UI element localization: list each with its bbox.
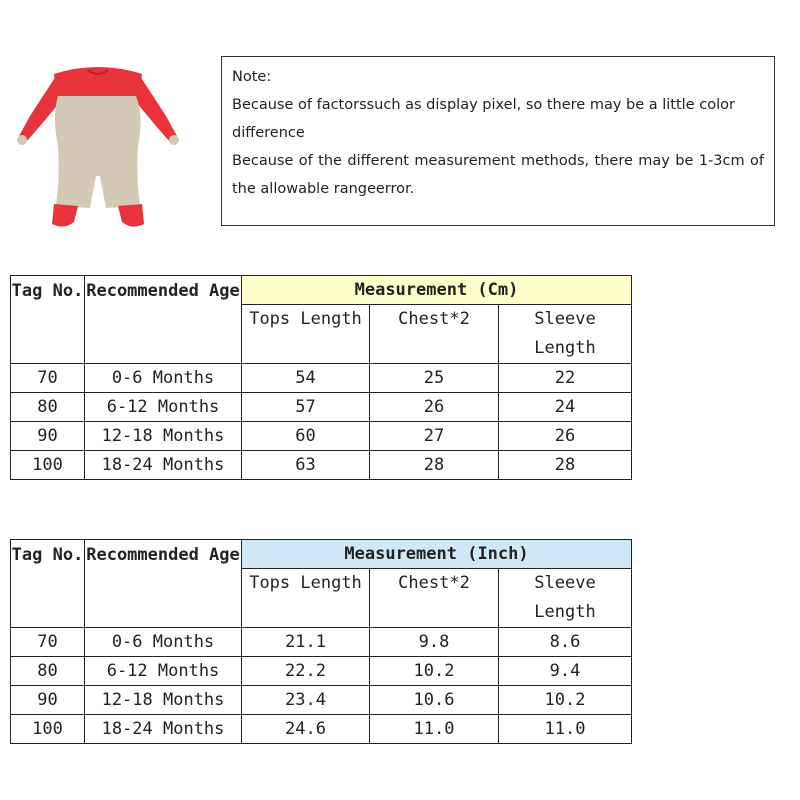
tag-cell: 90 <box>11 422 85 451</box>
table-row <box>11 393 632 422</box>
chest-cell: 10.2 <box>370 657 499 686</box>
tag-cell: 90 <box>11 686 85 715</box>
tops-cell: 54 <box>242 364 370 393</box>
chest-cell: 11.0 <box>370 715 499 744</box>
age-cell: 0-6 Months <box>85 628 242 657</box>
age-cell: 18-24 Months <box>85 451 242 480</box>
table-row <box>11 364 632 393</box>
sleeve-cell: 28 <box>499 451 632 480</box>
note-title: Note: <box>232 69 272 85</box>
sleeve-cell: 22 <box>499 364 632 393</box>
chest-cell: 26 <box>370 393 499 422</box>
col-sleeve-length: Sleeve Length <box>499 305 632 364</box>
sleeve-cell: 9.4 <box>499 657 632 686</box>
note-line-2: Because of the different measurement methods, there may be 1-3cm of the allowable rangeerror. <box>232 153 764 197</box>
tag-cell: 70 <box>11 364 85 393</box>
tops-cell: 22.2 <box>242 657 370 686</box>
chest-cell: 27 <box>370 422 499 451</box>
col-sleeve-length: Sleeve Length <box>499 569 632 628</box>
tag-cell: 70 <box>11 628 85 657</box>
tops-cell: 24.6 <box>242 715 370 744</box>
romper-illustration <box>17 67 179 227</box>
note-box <box>221 56 775 226</box>
age-cell: 6-12 Months <box>85 657 242 686</box>
age-cell: 18-24 Months <box>85 715 242 744</box>
age-cell: 6-12 Months <box>85 393 242 422</box>
sleeve-cell: 24 <box>499 393 632 422</box>
tops-cell: 21.1 <box>242 628 370 657</box>
sleeve-cell: 10.2 <box>499 686 632 715</box>
table-row <box>11 628 632 657</box>
romper-product-image <box>8 56 188 231</box>
table-row <box>11 715 632 744</box>
age-cell: 12-18 Months <box>85 686 242 715</box>
age-header: Recommended Age <box>85 540 242 628</box>
tops-cell: 23.4 <box>242 686 370 715</box>
chest-cell: 25 <box>370 364 499 393</box>
col-chest: Chest*2 <box>370 569 499 628</box>
sleeve-cell: 26 <box>499 422 632 451</box>
col-tops-length: Tops Length <box>242 305 370 364</box>
measurement-header: Measurement (Inch) <box>242 540 632 569</box>
note-line-1: Because of factorssuch as display pixel, so there may be a little color difference <box>232 97 735 141</box>
tag-cell: 100 <box>11 451 85 480</box>
tops-cell: 63 <box>242 451 370 480</box>
chest-cell: 9.8 <box>370 628 499 657</box>
size-table-cm <box>10 275 632 480</box>
table-row <box>11 686 632 715</box>
chest-cell: 28 <box>370 451 499 480</box>
age-header: Recommended Age <box>85 276 242 364</box>
size-table-inch <box>10 539 632 744</box>
tag-header: Tag No. <box>11 276 85 364</box>
tag-cell: 80 <box>11 393 85 422</box>
col-tops-length: Tops Length <box>242 569 370 628</box>
age-cell: 12-18 Months <box>85 422 242 451</box>
tag-cell: 80 <box>11 657 85 686</box>
chest-cell: 10.6 <box>370 686 499 715</box>
col-chest: Chest*2 <box>370 305 499 364</box>
table-row <box>11 422 632 451</box>
table-row <box>11 451 632 480</box>
tag-cell: 100 <box>11 715 85 744</box>
measurement-header: Measurement (Cm) <box>242 276 632 305</box>
tops-cell: 60 <box>242 422 370 451</box>
age-cell: 0-6 Months <box>85 364 242 393</box>
sleeve-cell: 11.0 <box>499 715 632 744</box>
sleeve-cell: 8.6 <box>499 628 632 657</box>
table-row <box>11 657 632 686</box>
tag-header: Tag No. <box>11 540 85 628</box>
tops-cell: 57 <box>242 393 370 422</box>
